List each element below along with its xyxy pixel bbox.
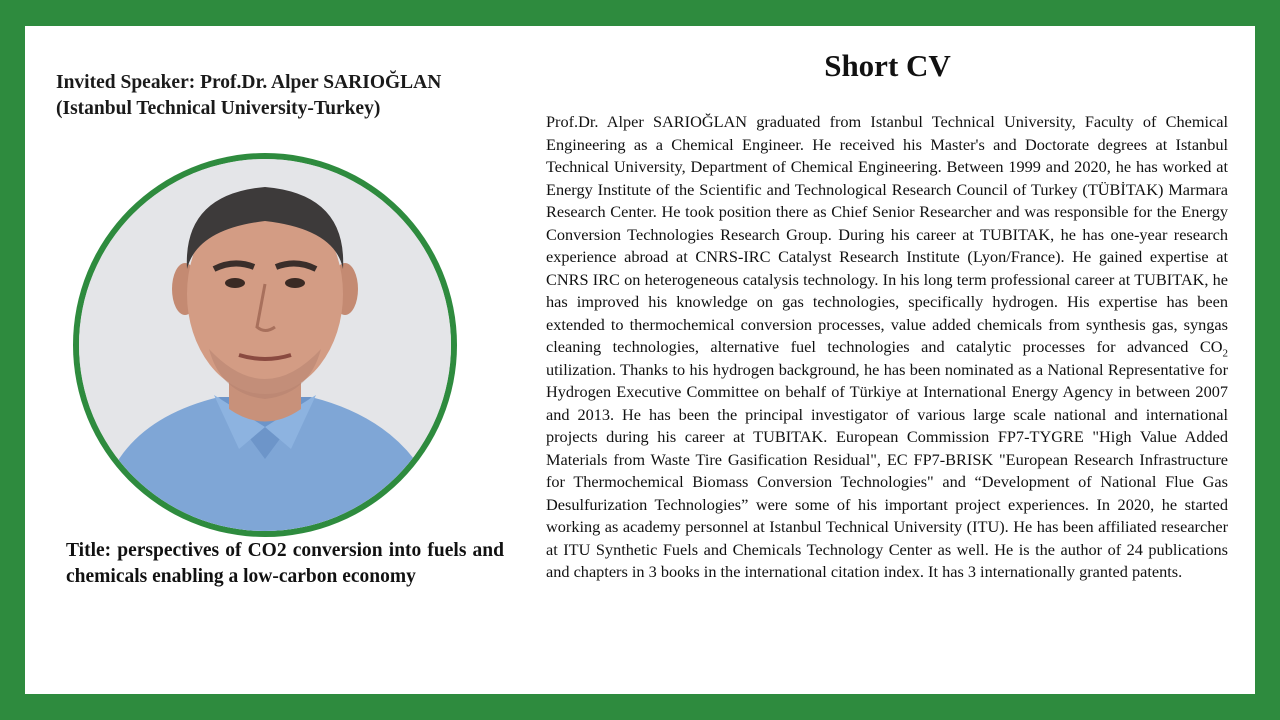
- talk-title: Title: perspectives of CO2 conversion into fuels and chemicals enabling a low-carbon economy: [66, 540, 504, 587]
- portrait-illustration: [79, 159, 451, 531]
- cv-subscript: 2: [1222, 347, 1228, 360]
- cv-heading: Short CV: [824, 48, 951, 83]
- cv-text-part-2: utilization. Thanks to his hydrogen background, he has been nominated as a National Representative for Hydrogen Executive Committee on behalf of Türkiye at International Energy Agency in between 2007 and 2013. He has been the principal investigator of various large scale national and international projects during his career at TUBITAK. European Commission FP7-TYGRE "High Value Added Materials from Waste Tire Gasification Residual", EC FP7-BRISK "European Research Infrastructure for Thermochemical Biomass Conversion Technologies" and “Development of National Flue Gas Desulfurization Technologies” were some of his important project experiences. In 2020, he started working as academy personnel at Istanbul Technical University (ITU). He has been affiliated researcher at ITU Synthetic Fuels and Chemicals Technology Center as well. He is the author of 24 publications and chapters in 3 books in the international citation index. It has 3 internationally granted patents.: [546, 359, 1228, 581]
- cv-text-part-1: Prof.Dr. Alper SARIOĞLAN graduated from Istanbul Technical University, Faculty of Chemical Engineering as a Chemical Engineer. He received his Master's and Doctorate degrees at Istanbul Technical University, Department of Chemical Engineering. Between 1999 and 2020, he has worked at Energy Institute of the Scientific and Technological Research Council of Turkey (TÜBİTAK) Marmara Research Center. He took position there as Chief Senior Researcher and was responsible for the Energy Conversion Technologies Research Group. During his career at TUBITAK, he has one-year research experience abroad at CNRS-IRC Catalyst Research Institute (Lyon/France). He gained expertise at CNRS IRC on heterogeneous catalysis technology. In his long term professional career at TUBITAK, he has improved his knowledge on gas technologies, specifically hydrogen. His expertise has been extended to thermochemical conversion processes, value added chemicals from synthesis gas, syngas cleaning technologies, alternative fuel technologies and catalytic processes for advanced CO: [546, 112, 1228, 356]
- slide-card: [25, 26, 1255, 694]
- cv-body: [546, 111, 1228, 584]
- speaker-photo-frame: [73, 153, 457, 537]
- speaker-info: [56, 70, 516, 122]
- speaker-name: Invited Speaker: Prof.Dr. Alper SARIOĞLAN: [56, 72, 442, 93]
- speaker-affiliation: (Istanbul Technical University-Turkey): [56, 98, 381, 119]
- speaker-photo: [79, 159, 451, 531]
